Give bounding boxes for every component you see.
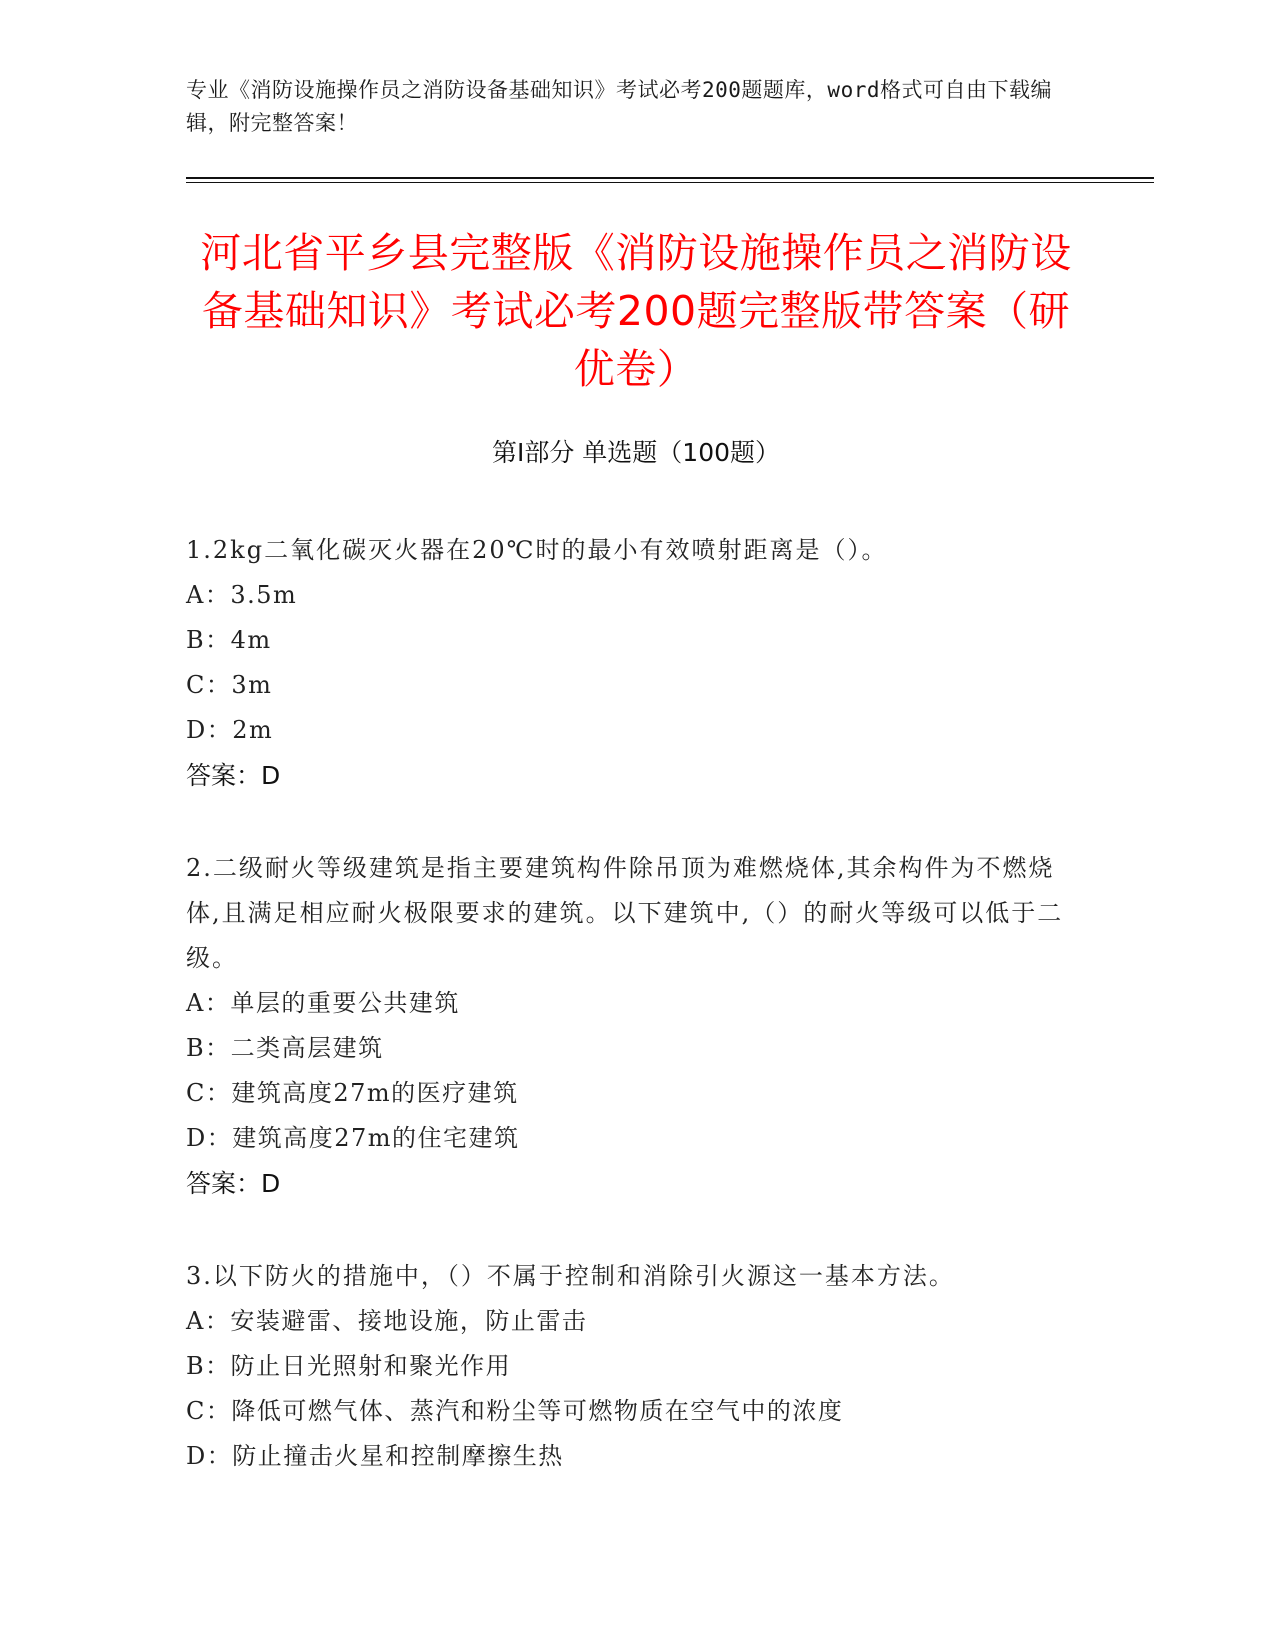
answer: 答案：D — [186, 761, 281, 790]
option-b: B：防止日光照射和聚光作用 — [186, 1352, 512, 1380]
question-1 — [186, 528, 1086, 798]
question-text: 2.二级耐火等级建筑是指主要建筑构件除吊顶为难燃烧体,其余构件为不燃烧体,且满足相应耐火极限要求的建筑。以下建筑中,（）的耐火等级可以低于二级。 — [186, 854, 1064, 972]
option-a: A：单层的重要公共建筑 — [186, 989, 460, 1017]
document-title: 河北省平乡县完整版《消防设施操作员之消防设备基础知识》考试必考200题完整版带答案（研优卷） — [200, 229, 1072, 393]
option-a: A：安装避雷、接地设施，防止雷击 — [186, 1307, 588, 1335]
option-c: C：降低可燃气体、蒸汽和粉尘等可燃物质在空气中的浓度 — [186, 1397, 844, 1425]
option-b: B：二类高层建筑 — [186, 1034, 384, 1062]
option-d: D：防止撞击火星和控制摩擦生热 — [186, 1442, 564, 1470]
header-divider-thin — [186, 182, 1154, 183]
option-d: D：建筑高度27m的住宅建筑 — [186, 1124, 520, 1152]
option-a: A：3.5m — [186, 581, 298, 609]
header-divider-thick — [186, 177, 1154, 179]
header-note: 专业《消防设施操作员之消防设备基础知识》考试必考200题题库，word格式可自由下载编辑，附完整答案！ — [186, 78, 1052, 135]
question-text: 3.以下防火的措施中，（）不属于控制和消除引火源这一基本方法。 — [186, 1262, 955, 1290]
question-2 — [186, 846, 1086, 1206]
question-text: 1.2kg二氧化碳灭火器在20℃时的最小有效喷射距离是（）。 — [186, 536, 888, 564]
part-heading: 第I部分 单选题（100题） — [491, 438, 781, 467]
question-3 — [186, 1254, 1086, 1479]
question-list — [186, 528, 1086, 1527]
option-c: C：3m — [186, 671, 273, 699]
option-d: D：2m — [186, 716, 274, 744]
answer: 答案：D — [186, 1169, 281, 1198]
option-b: B：4m — [186, 626, 272, 654]
option-c: C：建筑高度27m的医疗建筑 — [186, 1079, 519, 1107]
